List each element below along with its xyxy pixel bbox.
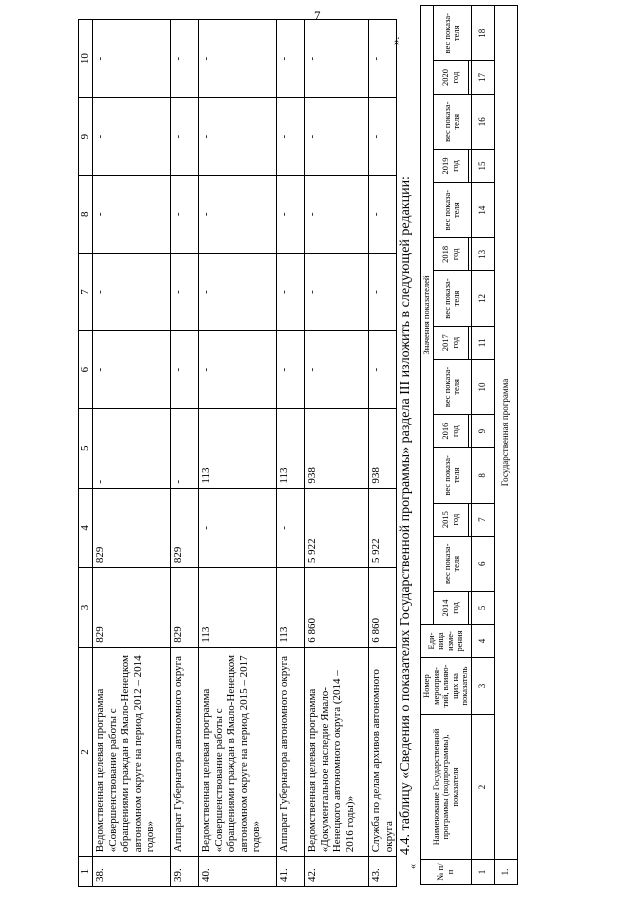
cell-total: 6 860 bbox=[369, 568, 397, 648]
col-number: 10 bbox=[471, 359, 494, 414]
cell-2018: - bbox=[199, 175, 277, 253]
header-cell: 7 bbox=[79, 253, 93, 331]
col-number: 4 bbox=[471, 625, 494, 658]
cell-2015: 113 bbox=[199, 409, 277, 489]
cell-2019: - bbox=[369, 98, 397, 176]
cell-2017: - bbox=[305, 253, 369, 331]
table-row bbox=[93, 20, 171, 887]
weight-header: вес показа-теля bbox=[433, 94, 471, 149]
closing-quote: ». bbox=[390, 36, 402, 45]
col-number: 11 bbox=[471, 326, 494, 359]
table-row bbox=[199, 20, 277, 887]
header-cell: 3 bbox=[79, 568, 93, 648]
table-row bbox=[369, 20, 397, 887]
year-2016: 2016 год bbox=[433, 415, 468, 448]
cell-2014: 5 922 bbox=[369, 488, 397, 568]
cell-total: 6 860 bbox=[305, 568, 369, 648]
weight-header: вес показа-теля bbox=[433, 6, 471, 61]
weight-header: вес показа-теля bbox=[433, 359, 471, 414]
cell-2016: - bbox=[277, 331, 305, 409]
cell-2020: - bbox=[305, 20, 369, 98]
year-2018: 2018 год bbox=[433, 238, 468, 271]
table-row bbox=[171, 20, 199, 887]
cell-2015: - bbox=[93, 409, 171, 489]
cell-2019: - bbox=[305, 98, 369, 176]
col-number: 17 bbox=[471, 61, 494, 94]
weight-header: вес показа-теля bbox=[433, 182, 471, 237]
col-number: 13 bbox=[471, 238, 494, 271]
table-row bbox=[305, 20, 369, 887]
cell-2020: - bbox=[369, 20, 397, 98]
row-number: 43. bbox=[369, 857, 397, 887]
row-number: 39. bbox=[171, 857, 199, 887]
cell-2015: 113 bbox=[277, 409, 305, 489]
cell-2015: - bbox=[171, 409, 199, 489]
cell-2018: - bbox=[305, 175, 369, 253]
row-name: Аппарат Губернатора автономного округа bbox=[171, 647, 199, 857]
cell-2017: - bbox=[199, 253, 277, 331]
cell-2019: - bbox=[277, 98, 305, 176]
row-name: Ведомственная целевая программа «Совершенствование работы с обращениями граждан в Ямало-Ненецком автономном округе на период 2015 – 2017 годов» bbox=[199, 647, 277, 857]
cell-2014: 5 922 bbox=[305, 488, 369, 568]
cell-2016: - bbox=[199, 331, 277, 409]
col-number: 14 bbox=[471, 182, 494, 237]
cell-2016: - bbox=[305, 331, 369, 409]
row-name: Служба по делам архивов автономного округа bbox=[369, 647, 397, 857]
cell-2018: - bbox=[277, 175, 305, 253]
header-cell: 5 bbox=[79, 409, 93, 489]
col-number: 7 bbox=[471, 503, 494, 536]
year-2019: 2019 год bbox=[433, 149, 468, 182]
cell-2016: - bbox=[369, 331, 397, 409]
cell-2015: 938 bbox=[369, 409, 397, 489]
col-number: 3 bbox=[471, 658, 494, 715]
col-number: 15 bbox=[471, 149, 494, 182]
col-measure-header: Номер мероприя-тий, влияю-щих на показатель bbox=[421, 658, 472, 715]
row-section-title: Государственная программа bbox=[494, 6, 517, 860]
header-cell: 9 bbox=[79, 98, 93, 176]
cell-2018: - bbox=[171, 175, 199, 253]
table-header-row bbox=[79, 20, 93, 887]
cell-2019: - bbox=[199, 98, 277, 176]
col-number: 9 bbox=[471, 415, 494, 448]
financing-table bbox=[78, 19, 397, 887]
year-2014: 2014 год bbox=[433, 591, 468, 624]
cell-2017: - bbox=[369, 253, 397, 331]
col-unit-header: Еди-ница изме-рения bbox=[421, 625, 472, 658]
cell-2014: 829 bbox=[93, 488, 171, 568]
cell-2020: - bbox=[199, 20, 277, 98]
section-heading: 4.4. таблицу «Сведения о показателях Государственной программы» раздела III изложить в следующей редакции: bbox=[398, 176, 413, 855]
year-2020: 2020 год bbox=[433, 61, 468, 94]
cell-2018: - bbox=[93, 175, 171, 253]
cell-2017: - bbox=[171, 253, 199, 331]
col-number: 1 bbox=[471, 860, 494, 885]
row-name: Аппарат Губернатора автономного округа bbox=[277, 647, 305, 857]
table-row bbox=[277, 20, 305, 887]
weight-header: вес показа-теля bbox=[433, 448, 471, 503]
row-number: 38. bbox=[93, 857, 171, 887]
col-number: 8 bbox=[471, 448, 494, 503]
cell-2015: 938 bbox=[305, 409, 369, 489]
cell-2016: - bbox=[171, 331, 199, 409]
col-no-header: № п/п bbox=[421, 860, 472, 885]
cell-total: 829 bbox=[93, 568, 171, 648]
cell-2019: - bbox=[171, 98, 199, 176]
cell-2017: - bbox=[93, 253, 171, 331]
header-cell: 2 bbox=[79, 647, 93, 857]
header-cell: 1 bbox=[79, 857, 93, 887]
cell-2014: 829 bbox=[171, 488, 199, 568]
col-number: 12 bbox=[471, 271, 494, 326]
cell-2014: - bbox=[277, 488, 305, 568]
cell-2014: - bbox=[199, 488, 277, 568]
year-2015: 2015 год bbox=[433, 503, 468, 536]
cell-2018: - bbox=[369, 175, 397, 253]
cell-2017: - bbox=[277, 253, 305, 331]
row-number: 42. bbox=[305, 857, 369, 887]
row-name: Ведомственная целевая программа «Совершенствование работы с обращениями граждан в Ямало-Ненецком автономном округе на период 2012 – 2014 годов» bbox=[93, 647, 171, 857]
cell-2020: - bbox=[171, 20, 199, 98]
values-header: Значения показателей bbox=[421, 6, 434, 625]
opening-quote: « bbox=[408, 864, 419, 869]
header-cell: 8 bbox=[79, 175, 93, 253]
cell-total: 113 bbox=[199, 568, 277, 648]
cell-total: 829 bbox=[171, 568, 199, 648]
cell-2019: - bbox=[93, 98, 171, 176]
header-cell: 4 bbox=[79, 488, 93, 568]
header-cell: 10 bbox=[79, 20, 93, 98]
row-number: 41. bbox=[277, 857, 305, 887]
weight-header: вес показа-теля bbox=[433, 271, 471, 326]
year-2017: 2017 год bbox=[433, 326, 468, 359]
cell-total: 113 bbox=[277, 568, 305, 648]
table-header-row bbox=[421, 6, 434, 885]
weight-header: вес показа-теля bbox=[433, 536, 471, 591]
row-name: Ведомственная целевая программа «Документальное наследие Ямало-Ненецкого автономного округа (2014 – 2016 годы)» bbox=[305, 647, 369, 857]
col-number: 6 bbox=[471, 536, 494, 591]
cell-2020: - bbox=[277, 20, 305, 98]
col-number: 16 bbox=[471, 94, 494, 149]
row-number: 1. bbox=[494, 860, 517, 885]
cell-2020: - bbox=[93, 20, 171, 98]
indicators-table bbox=[420, 5, 518, 885]
col-number: 5 bbox=[471, 591, 494, 624]
col-number: 18 bbox=[471, 6, 494, 61]
header-cell: 6 bbox=[79, 331, 93, 409]
cell-2016: - bbox=[93, 331, 171, 409]
column-numbers-row bbox=[471, 6, 494, 885]
col-number: 2 bbox=[471, 715, 494, 860]
col-name-header: Наименование Государственной программы (подпрограммы), показателя bbox=[421, 715, 472, 860]
page-number: 7 bbox=[314, 8, 321, 23]
table-row bbox=[494, 6, 517, 885]
row-number: 40. bbox=[199, 857, 277, 887]
